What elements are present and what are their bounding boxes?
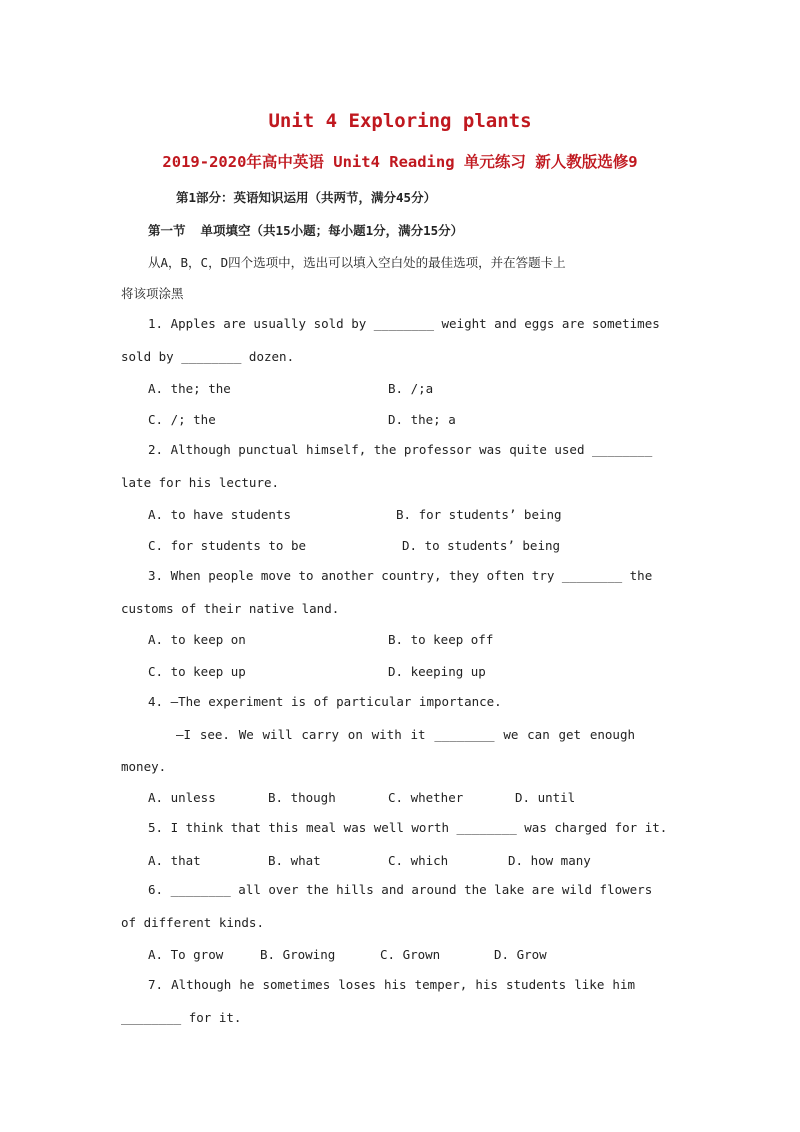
question-4-line-2: —I see. We will carry on with it ________ we can get enough (176, 727, 635, 742)
question-6-line-2: of different kinds. (121, 915, 264, 930)
q6-option-a: A. To grow (148, 947, 224, 962)
question-7-line-1: 7. Although he sometimes loses his temper, his students like him (148, 977, 635, 992)
question-3-line-1: 3. When people move to another country, they often try ________ the (148, 568, 653, 583)
q4-option-a: A. unless (148, 790, 216, 805)
q5-option-d: D. how many (508, 853, 591, 868)
q2-option-d: D. to students’ being (402, 538, 561, 553)
q6-option-c: C. Grown (380, 947, 441, 962)
question-4-line-3: money. (121, 759, 167, 774)
document-subtitle: 2019-2020年高中英语 Unit4 Reading 单元练习 新人教版选修9 (162, 153, 638, 171)
question-1-line-1: 1. Apples are usually sold by ________ weight and eggs are sometimes (148, 316, 660, 331)
q5-option-c: C. which (388, 853, 449, 868)
q1-option-c: C. /; the (148, 412, 216, 427)
question-2-line-1: 2. Although punctual himself, the professor was quite used ________ (148, 442, 653, 457)
q1-option-b: B. /;a (388, 381, 434, 396)
q3-option-d: D. keeping up (388, 664, 486, 679)
q6-option-b: B. Growing (260, 947, 336, 962)
q5-option-b: B. what (268, 853, 321, 868)
q6-option-d: D. Grow (494, 947, 547, 962)
section-heading: 第一节 单项填空（共15小题；每小题1分，满分15分） (148, 223, 464, 238)
question-5-line-1: 5. I think that this meal was well worth ________ was charged for it. (148, 820, 668, 835)
q3-option-b: B. to keep off (388, 632, 494, 647)
q5-option-a: A. that (148, 853, 201, 868)
q3-option-a: A. to keep on (148, 632, 246, 647)
question-2-line-2: late for his lecture. (121, 475, 280, 490)
q4-option-b: B. though (268, 790, 336, 805)
question-7-line-2: ________ for it. (121, 1010, 242, 1025)
instruction-line-2: 将该项涂黑 (121, 286, 184, 301)
q2-option-c: C. for students to be (148, 538, 307, 553)
q2-option-b: B. for students’ being (396, 507, 562, 522)
q2-option-a: A. to have students (148, 507, 291, 522)
question-1-line-2: sold by ________ dozen. (121, 349, 295, 364)
instruction-line-1: 从A，B，C，D四个选项中，选出可以填入空白处的最佳选项，并在答题卡上 (148, 255, 566, 270)
q4-option-d: D. until (515, 790, 576, 805)
unit-title: Unit 4 Exploring plants (268, 110, 532, 132)
question-6-line-1: 6. ________ all over the hills and around the lake are wild flowers (148, 882, 653, 897)
q1-option-d: D. the; a (388, 412, 456, 427)
q4-option-c: C. whether (388, 790, 464, 805)
q1-option-a: A. the; the (148, 381, 231, 396)
part-heading: 第1部分：英语知识运用（共两节，满分45分） (176, 190, 437, 205)
question-3-line-2: customs of their native land. (121, 601, 340, 616)
q3-option-c: C. to keep up (148, 664, 246, 679)
question-4-line-1: 4. —The experiment is of particular importance. (148, 694, 502, 709)
